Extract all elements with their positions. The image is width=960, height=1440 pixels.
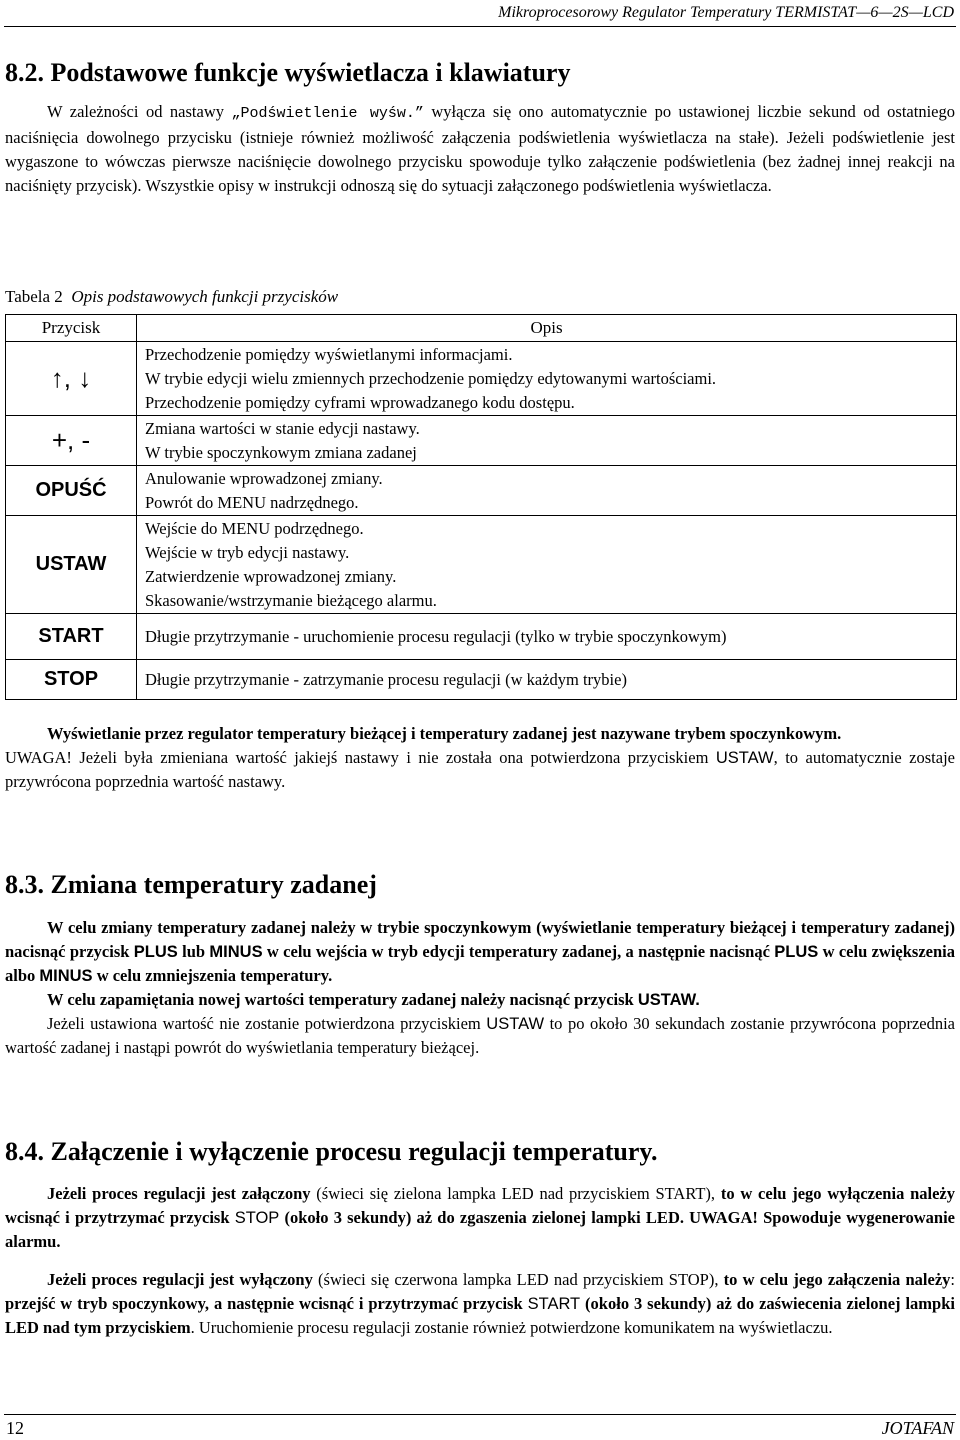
description-line: Skasowanie/wstrzymanie bieżącego alarmu. — [145, 590, 437, 610]
text-run: to w celu jego wyłączenia należy wcisnąć i przytrzymać przycisk — [5, 1184, 956, 1227]
text-run: w celu zmniejszenia temperatury. — [92, 966, 333, 985]
key-name: MINUS — [209, 943, 263, 961]
paragraph-start-process — [5, 1268, 955, 1340]
description-line: W trybie spoczynkowym zmiana zadanej — [145, 442, 417, 462]
page-number: 12 — [6, 1418, 24, 1438]
table-row — [6, 660, 957, 700]
key-name: STOP — [234, 1209, 280, 1227]
table-row — [6, 516, 957, 614]
section-heading-8-3: 8.3. Zmiana temperatury zadanej — [5, 870, 377, 899]
paragraph-setpoint-change — [5, 916, 955, 1060]
text-run: (świeci się zielona lampka LED nad przyciskiem START), — [310, 1184, 721, 1203]
setting-name: „Podświetlenie wyśw.” — [231, 105, 424, 122]
description-line: Wejście do MENU podrzędnego. — [145, 518, 364, 538]
key-description — [137, 660, 957, 700]
footer-divider — [4, 1414, 956, 1415]
description-line: Długie przytrzymanie - uruchomienie procesu regulacji (tylko w trybie spoczynkowym) — [145, 626, 727, 646]
section-heading-8-4: 8.4. Załączenie i wyłączenie procesu regulacji temperatury. — [5, 1137, 658, 1166]
column-header-key: Przycisk — [6, 315, 137, 342]
key-description — [137, 416, 957, 466]
text-run: (około 3 sekundy) aż do zgaszenia zielonej lampki LED. UWAGA! Spowoduje wygenerowanie alarmu. — [5, 1208, 955, 1251]
text-run: Jeżeli ustawiona wartość nie zostanie potwierdzona przyciskiem — [47, 1014, 487, 1033]
key-name: PLUS — [133, 943, 178, 961]
text-run: przejść w tryb spoczynkowy, a następnie wcisnąć i przytrzymać przycisk — [5, 1294, 528, 1313]
text-run: wyłącza się ono automatycznie po ustawionej liczbie sekund od ostatniego naciśnięcia dowolnego przycisku (istnieje również możliwość załączenia podświetlenia wyświetlacza na stałe). Jeżeli podświetlenie jest wygaszone to wówczas pierwsze naciśnięcie dowolnego przycisku spowoduje tylko załączenie podświetlenia (bez żadnej innej reakcji na naciśnięty przycisk). Wszystkie opisy w instrukcji odnoszą się do sytuacji załączonego podświetlenia wyświetlacza. — [5, 102, 955, 195]
text-run: Jeżeli proces regulacji jest wyłączony — [47, 1270, 313, 1289]
key-name: USTAW — [486, 1015, 545, 1033]
key-description — [137, 614, 957, 660]
key-stop: STOP — [6, 660, 137, 700]
table-caption-text: Opis podstawowych funkcji przycisków — [71, 287, 339, 306]
table-row — [6, 614, 957, 660]
description-line: W trybie edycji wielu zmiennych przechodzenie pomiędzy edytowanymi wartościami. — [145, 368, 717, 388]
description-line: Przechodzenie pomiędzy wyświetlanymi informacjami. — [145, 344, 513, 364]
table-header-row — [6, 315, 957, 342]
table-caption-label: Tabela 2 — [5, 287, 63, 306]
description-line: Zatwierdzenie wprowadzonej zmiany. — [145, 566, 397, 586]
text-run: (świeci się czerwona lampka LED nad przyciskiem STOP), — [312, 1270, 724, 1289]
key-plus-minus: +, - — [6, 416, 137, 466]
key-description — [137, 466, 957, 516]
key-name: USTAW. — [637, 991, 700, 1009]
description-line: Zmiana wartości w stanie edycji nastawy. — [145, 418, 420, 438]
text-run: to po około 30 sekundach zostanie przywrócona poprzednia wartość zadanej i nastąpi powrót do wyświetlania temperatury bieżącej. — [5, 1014, 956, 1057]
description-line: Anulowanie wprowadzonej zmiany. — [145, 468, 383, 488]
description-line: Wejście w tryb edycji nastawy. — [145, 542, 350, 562]
text-run: w celu zwiększenia albo — [5, 942, 956, 985]
column-header-description: Opis — [137, 315, 957, 342]
key-description — [137, 342, 957, 416]
text-run: Jeżeli proces regulacji jest załączony — [47, 1184, 311, 1203]
text-run: w celu wejścia w tryb edycji temperatury zadanej, a następnie nacisnąć — [262, 942, 775, 961]
description-line: Przechodzenie pomiędzy cyframi wprowadzanego kodu dostępu. — [145, 392, 575, 412]
idle-mode-definition: Wyświetlanie przez regulator temperatury bieżącej i temperatury zadanej jest nazywane trybem spoczynkowym. — [47, 724, 842, 743]
key-name: START — [527, 1295, 581, 1313]
key-name: MINUS — [39, 967, 93, 985]
section-heading-8-2: 8.2. Podstawowe funkcje wyświetlacza i klawiatury — [5, 58, 571, 87]
running-header: Mikroprocesorowy Regulator Temperatury TERMISTAT—6—2S—LCD — [498, 4, 954, 21]
description-line: Powrót do MENU nadrzędnego. — [145, 492, 359, 512]
key-start: START — [6, 614, 137, 660]
text-run: , to automatycznie zostaje przywrócona poprzednia wartość nastawy. — [5, 748, 955, 791]
text-run: W celu zmiany temperatury zadanej należy w trybie spoczynkowym (wyświetlanie temperatury bieżącej i temperatury zadanej) nacisnąć przycisk — [5, 918, 955, 961]
header-divider — [4, 26, 956, 27]
text-run: W zależności od nastawy — [47, 102, 232, 121]
table-row — [6, 342, 957, 416]
text-run: . Uruchomienie procesu regulacji zostanie również potwierdzone komunikatem na wyświetlaczu. — [190, 1318, 833, 1337]
key-name: USTAW — [715, 749, 774, 767]
key-functions-table — [5, 314, 957, 700]
key-name: PLUS — [774, 943, 819, 961]
table-caption — [5, 287, 338, 307]
paragraph-stop-process — [5, 1182, 955, 1254]
text-run: lub — [177, 942, 210, 961]
text-run: (około 3 sekundy) aż do zaświecenia zielonej lampki LED nad tym przyciskiem — [5, 1294, 955, 1337]
description-line: Długie przytrzymanie - zatrzymanie procesu regulacji (w każdym trybie) — [145, 669, 627, 689]
text-run: UWAGA! Jeżeli była zmieniana wartość jakiejś nastawy i nie została ona potwierdzona przyciskiem — [5, 748, 716, 767]
text-run: W celu zapamiętania nowej wartości temperatury zadanej należy nacisnąć przycisk — [47, 990, 638, 1009]
key-opusc: OPUŚĆ — [6, 466, 137, 516]
text-run: : — [950, 1270, 955, 1289]
key-ustaw: USTAW — [6, 516, 137, 614]
key-description — [137, 516, 957, 614]
paragraph-backlight — [5, 100, 955, 198]
table-row — [6, 416, 957, 466]
table-row — [6, 466, 957, 516]
paragraph-idle-mode — [5, 722, 955, 794]
key-arrows: ↑, ↓ — [6, 342, 137, 416]
footer-brand: JOTAFAN — [881, 1418, 954, 1438]
text-run: to w celu jego załączenia należy — [723, 1270, 951, 1289]
